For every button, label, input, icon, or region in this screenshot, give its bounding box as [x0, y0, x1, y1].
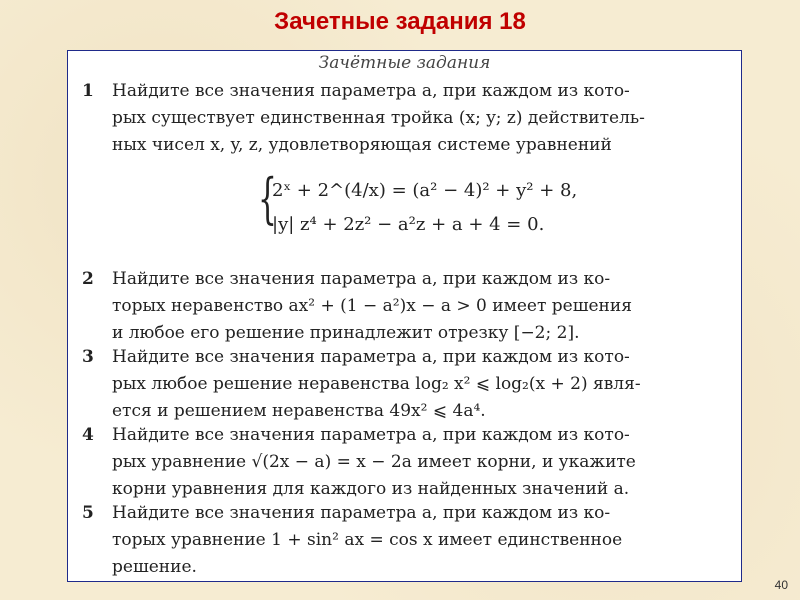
system-equation-2: |y| z⁴ + 2z² − a²z + a + 4 = 0. [272, 214, 545, 235]
task-number: 4 [82, 425, 94, 445]
slide-title: Зачетные задания 18 [274, 8, 526, 35]
task-line: решение. [112, 557, 197, 577]
task-line: Найдите все значения параметра a, при каждом из кото- [112, 425, 630, 445]
system-equation-1: 2ˣ + 2^(4/x) = (a² − 4)² + y² + 8, [272, 180, 578, 201]
tasks-sheet [67, 50, 742, 582]
page-number: 40 [774, 578, 788, 592]
task-line: ных чисел x, y, z, удовлетворяющая системе уравнений [112, 135, 612, 155]
task-number: 3 [82, 347, 94, 367]
task-number: 5 [82, 503, 94, 523]
task-line: торых неравенство ax² + (1 − a²)x − a > 0 имеет решения [112, 296, 632, 316]
task-line: Найдите все значения параметра a, при каждом из ко- [112, 503, 611, 523]
task-line: корни уравнения для каждого из найденных значений a. [112, 479, 630, 499]
task-line: рых существует единственная тройка (x; y; z) действитель- [112, 108, 645, 128]
task-line: Найдите все значения параметра a, при каждом из ко- [112, 269, 611, 289]
task-line: и любое его решение принадлежит отрезку [−2; 2]. [112, 323, 580, 343]
task-line: ется и решением неравенства 49x² ⩽ 4a⁴. [112, 401, 486, 421]
task-line: Найдите все значения параметра a, при каждом из кото- [112, 347, 630, 367]
system-brace: { [258, 167, 277, 230]
task-line: Найдите все значения параметра a, при каждом из кото- [112, 81, 630, 101]
task-number: 2 [82, 269, 94, 289]
task-number: 1 [82, 81, 94, 101]
task-line: торых уравнение 1 + sin² ax = cos x имеет единственное [112, 530, 623, 550]
sheet-heading: Зачётные задания [318, 53, 491, 73]
task-line: рых любое решение неравенства log₂ x² ⩽ log₂(x + 2) явля- [112, 374, 641, 394]
task-line: рых уравнение √(2x − a) = x − 2a имеет корни, и укажите [112, 452, 636, 472]
